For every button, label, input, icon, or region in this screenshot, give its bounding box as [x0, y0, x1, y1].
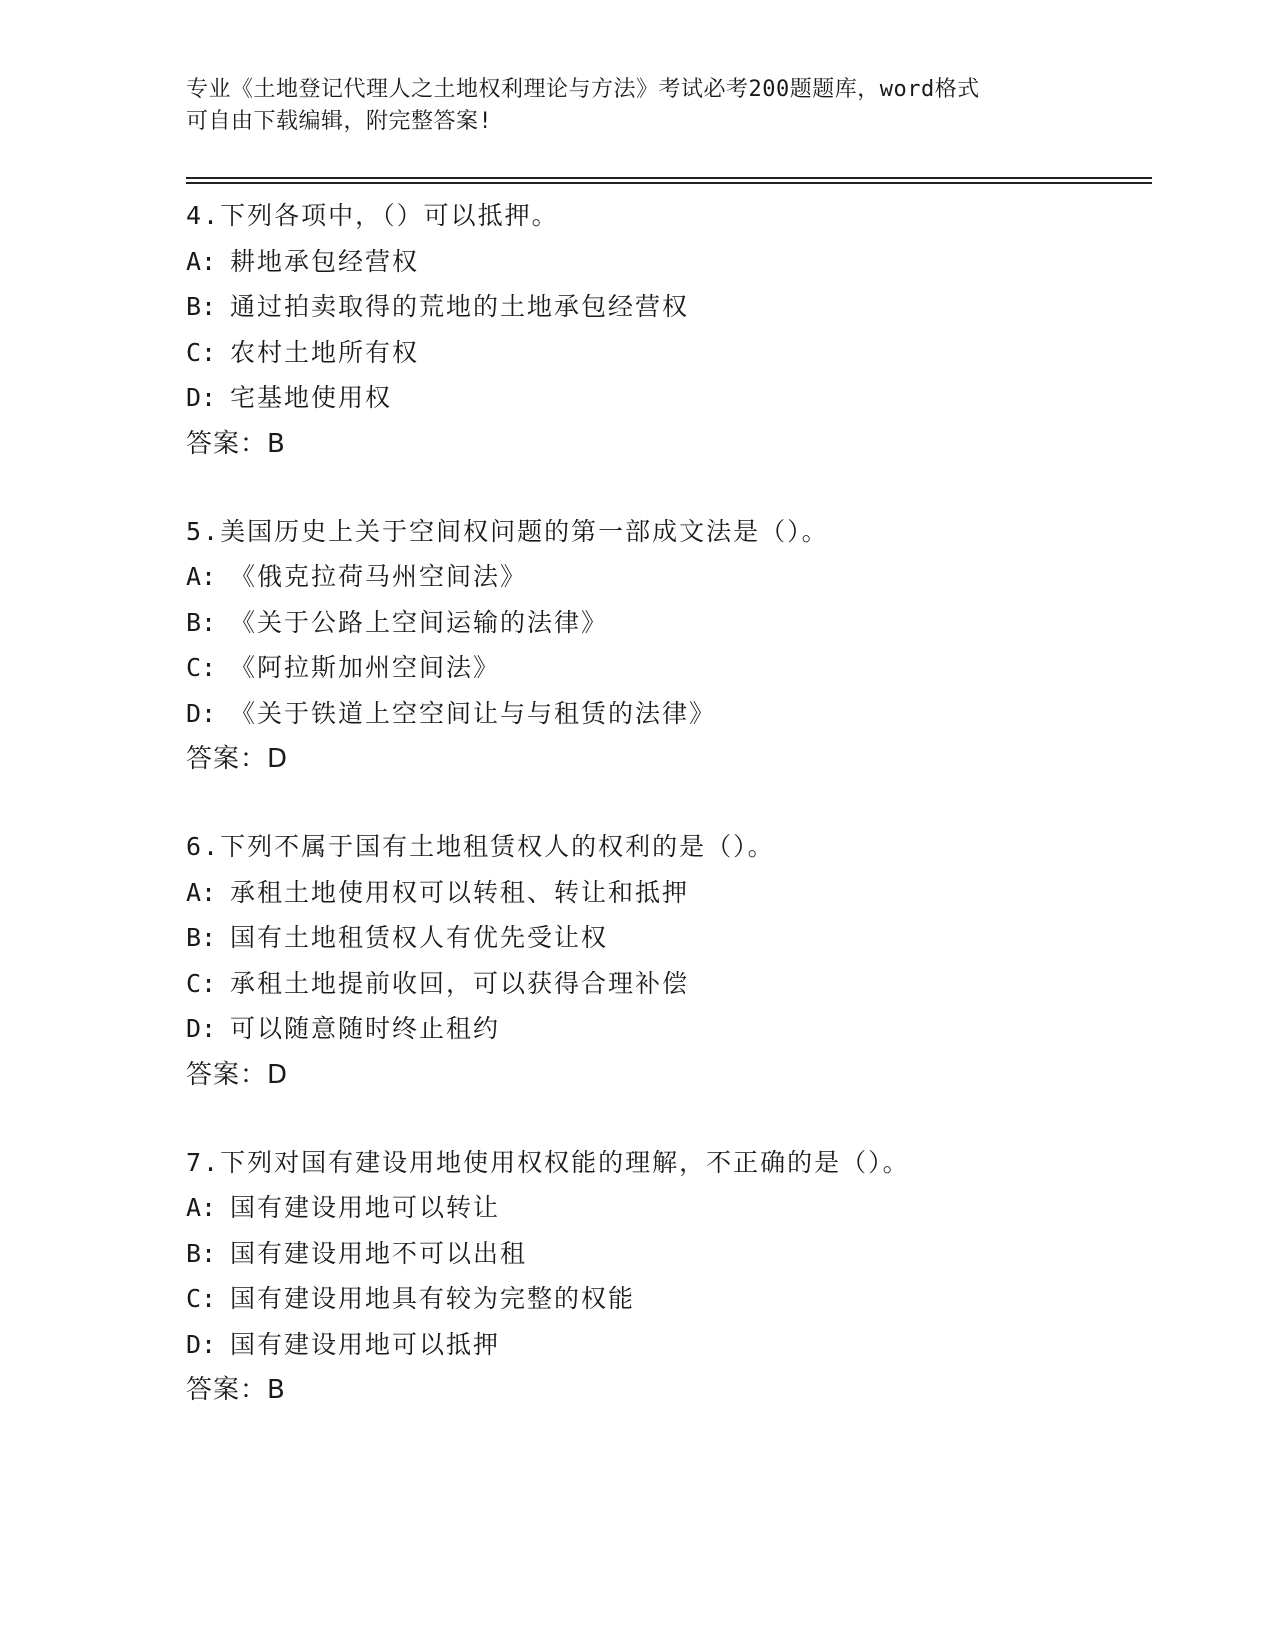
option-letter: B:: [186, 1238, 217, 1268]
option-c: [186, 645, 1146, 691]
question-4: [186, 193, 1146, 467]
option-letter: D:: [186, 1329, 217, 1359]
option-text: 可以随意随时终止租约: [230, 1014, 501, 1043]
option-text: 国有建设用地可以转让: [230, 1193, 501, 1222]
option-b: [186, 915, 1146, 961]
option-a: [186, 554, 1146, 600]
answer-line: 答案：B: [186, 428, 286, 459]
question-stem: 7.下列对国有建设用地使用权权能的理解，不正确的是（）。: [186, 1147, 910, 1177]
option-text: 承租土地使用权可以转租、转让和抵押: [230, 877, 690, 907]
option-d: [186, 691, 1146, 737]
document-header: [186, 74, 1066, 138]
option-a: [186, 870, 1146, 916]
option-text: 国有建设用地不可以出租: [230, 1238, 528, 1268]
option-d: [186, 375, 1146, 421]
option-c: [186, 330, 1146, 376]
option-a: [186, 239, 1146, 285]
option-a: [186, 1185, 1146, 1231]
option-text: 国有建设用地可以抵押: [230, 1329, 501, 1359]
option-letter: C:: [186, 968, 217, 998]
option-letter: D:: [186, 383, 217, 412]
option-letter: C:: [186, 653, 217, 682]
question-7: [186, 1140, 1146, 1414]
option-letter: B:: [186, 923, 217, 952]
option-b: [186, 600, 1146, 646]
question-stem: 4.下列各项中，（）可以抵押。: [186, 201, 559, 230]
option-text: 耕地承包经营权: [230, 246, 420, 276]
header-divider-bottom: [186, 182, 1152, 184]
option-letter: A:: [186, 877, 217, 907]
option-letter: A:: [186, 562, 217, 591]
option-d: [186, 1322, 1146, 1368]
option-text: 《俄克拉荷马州空间法》: [230, 562, 528, 591]
option-b: [186, 1231, 1146, 1277]
question-5: [186, 509, 1146, 783]
option-text: 国有土地租赁权人有优先受让权: [230, 923, 609, 952]
header-line-1: 专业《土地登记代理人之土地权利理论与方法》考试必考200题题库，word格式: [186, 77, 980, 102]
option-letter: D:: [186, 1014, 217, 1043]
option-text: 宅基地使用权: [230, 383, 393, 412]
answer-line: 答案：D: [186, 744, 289, 774]
option-letter: C:: [186, 1284, 217, 1313]
option-text: 通过拍卖取得的荒地的土地承包经营权: [230, 292, 690, 321]
option-text: 国有建设用地具有较为完整的权能: [230, 1284, 636, 1313]
option-letter: D:: [186, 698, 217, 728]
option-text: 《阿拉斯加州空间法》: [230, 653, 501, 682]
header-line-2: 可自由下载编辑，附完整答案!: [186, 109, 493, 134]
option-b: [186, 284, 1146, 330]
question-6: [186, 824, 1146, 1098]
question-list: [186, 193, 1146, 1455]
option-letter: C:: [186, 337, 217, 367]
header-divider-top: [186, 177, 1152, 179]
question-stem: 5.美国历史上关于空间权问题的第一部成文法是（）。: [186, 516, 829, 546]
option-text: 承租土地提前收回，可以获得合理补偿: [230, 968, 690, 998]
option-letter: B:: [186, 292, 217, 321]
question-stem: 6.下列不属于国有土地租赁权人的权利的是（）。: [186, 832, 775, 861]
option-c: [186, 961, 1146, 1007]
answer-line: 答案：B: [186, 1375, 286, 1405]
option-c: [186, 1276, 1146, 1322]
option-letter: B:: [186, 607, 217, 637]
option-text: 《关于铁道上空空间让与与租赁的法律》: [230, 698, 717, 728]
option-letter: A:: [186, 246, 217, 276]
answer-line: 答案：D: [186, 1059, 289, 1090]
option-text: 农村土地所有权: [230, 337, 420, 367]
option-text: 《关于公路上空间运输的法律》: [230, 607, 609, 637]
option-d: [186, 1006, 1146, 1052]
option-letter: A:: [186, 1193, 217, 1222]
